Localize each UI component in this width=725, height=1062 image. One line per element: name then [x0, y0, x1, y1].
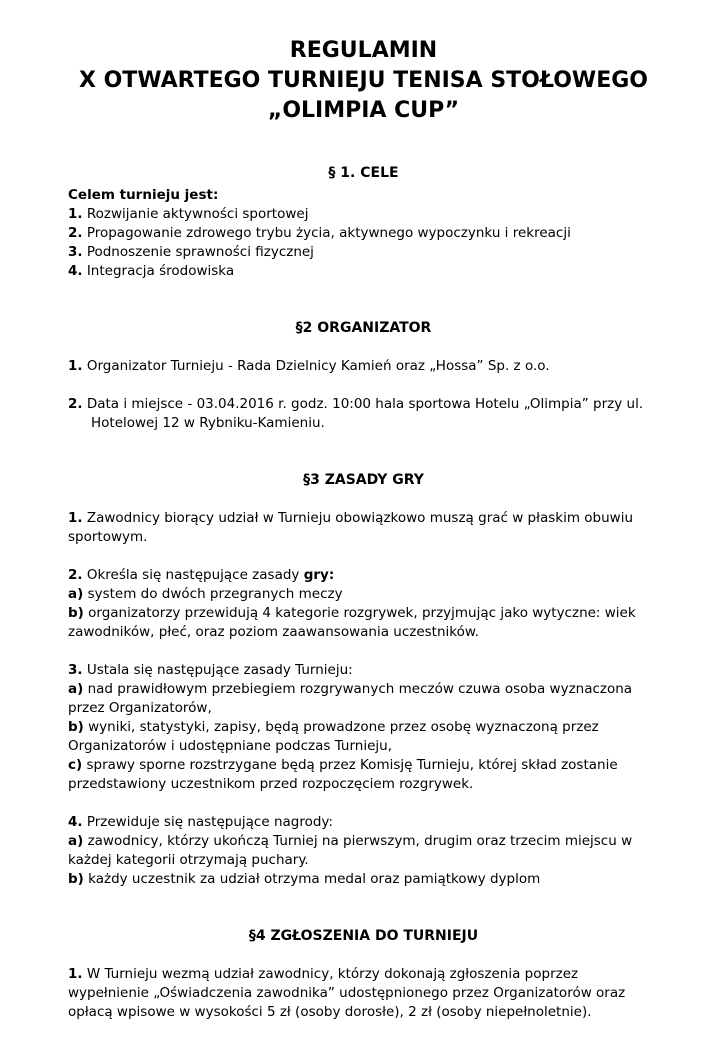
- text-run: wyniki, statystyki, zapisy, będą prowadzone przez osobę wyznaczoną przez Organizatorów i udostępniane podczas Turnieju,: [68, 719, 599, 754]
- paragraph: [68, 680, 659, 718]
- text-run-bold: 4.: [68, 263, 83, 279]
- text-run: nad prawidłowym przebiegiem rozgrywanych meczów czuwa osoba wyznaczona przez Organizatorów,: [68, 681, 633, 716]
- paragraph: [68, 243, 659, 262]
- text-run-bold: c): [68, 757, 83, 773]
- paragraph: [68, 965, 659, 1022]
- section-heading: § 1. CELE: [328, 165, 399, 181]
- text-run-bold: a): [68, 586, 84, 602]
- paragraph: [68, 224, 659, 243]
- text-run-bold: b): [68, 719, 84, 735]
- section-heading: §2 ORGANIZATOR: [295, 320, 432, 336]
- paragraph: [68, 395, 659, 433]
- title-line: „OLIMPIA CUP”: [267, 98, 460, 123]
- section-heading: §3 ZASADY GRY: [303, 472, 424, 488]
- text-run: system do dwóch przegranych meczy: [83, 586, 343, 602]
- paragraph: [68, 870, 659, 889]
- text-run: każdy uczestnik za udział otrzyma medal oraz pamiątkowy dyplom: [83, 871, 541, 887]
- text-run-bold: a): [68, 681, 84, 697]
- paragraph: [68, 756, 659, 794]
- text-run: Data i miejsce - 03.04.2016 r. godz. 10:00 hala sportowa Hotelu „Olimpia” przy ul. Hotelowej 12 w Rybniku-Kamieniu.: [82, 396, 644, 431]
- text-run: Określa się następujące zasady: [82, 567, 304, 583]
- text-run-bold: 1.: [68, 206, 83, 222]
- text-run: organizatorzy przewidują 4 kategorie rozgrywek, przyjmując jako wytyczne: wiek zawodników, płeć, oraz poziom zaawansowania uczestników.: [68, 605, 636, 640]
- section-heading: §4 ZGŁOSZENIA DO TURNIEJU: [248, 928, 479, 944]
- document-title: [68, 36, 659, 126]
- text-run: W Turnieju wezmą udział zawodnicy, którzy dokonają zgłoszenia poprzez wypełnienie „Oświadczenia zawodnika” udostępnionego przez Organizatorów oraz opłacą wpisowe w wysokości 5 zł (osoby dorosłe), 2 zł (osoby niepełnoletnie).: [68, 966, 626, 1020]
- paragraph: [68, 813, 659, 832]
- text-run-bold: a): [68, 833, 84, 849]
- paragraph: [68, 832, 659, 870]
- text-run-bold: 2.: [68, 225, 83, 241]
- text-run: Przewiduje się następujące nagrody:: [82, 814, 333, 830]
- paragraph: [68, 262, 659, 281]
- text-run: Rozwijanie aktywności sportowej: [82, 206, 309, 222]
- paragraph: [68, 186, 659, 205]
- text-run: Ustala się następujące zasady Turnieju:: [82, 662, 353, 678]
- paragraph: [68, 357, 659, 376]
- paragraph: [68, 566, 659, 585]
- paragraph: [68, 604, 659, 642]
- paragraph: [68, 718, 659, 756]
- text-run-bold: 4.: [68, 814, 83, 830]
- text-run-bold: b): [68, 871, 84, 887]
- text-run-bold: 3.: [68, 244, 83, 260]
- text-run: sprawy sporne rozstrzygane będą przez Komisję Turnieju, której skład zostanie przedstawiony uczestnikom przed rozpoczęciem rozgrywek.: [68, 757, 618, 792]
- text-run-bold: b): [68, 605, 84, 621]
- text-run: Integracja środowiska: [82, 263, 235, 279]
- text-run-bold: gry:: [303, 567, 335, 583]
- text-run-bold: 3.: [68, 662, 83, 678]
- text-run-bold: 1.: [68, 510, 83, 526]
- text-run: zawodnicy, którzy ukończą Turniej na pierwszym, drugim oraz trzecim miejscu w każdej kategorii otrzymają puchary.: [68, 833, 633, 868]
- paragraph: [68, 509, 659, 547]
- text-run: Organizator Turnieju - Rada Dzielnicy Kamień oraz „Hossa” Sp. z o.o.: [82, 358, 550, 374]
- text-run-bold: 1.: [68, 966, 83, 982]
- paragraph: [68, 585, 659, 604]
- document-sections: [68, 164, 659, 1022]
- text-run: Propagowanie zdrowego trybu życia, aktywnego wypoczynku i rekreacji: [82, 225, 571, 241]
- text-run-bold: 2.: [68, 567, 83, 583]
- text-run: Podnoszenie sprawności fizycznej: [82, 244, 314, 260]
- text-run-bold: 1.: [68, 358, 83, 374]
- title-line: REGULAMIN: [289, 38, 438, 63]
- text-run-bold: 2.: [68, 396, 83, 412]
- paragraph: [68, 205, 659, 224]
- paragraph: [68, 661, 659, 680]
- title-line: X OTWARTEGO TURNIEJU TENISA STOŁOWEGO: [78, 68, 648, 93]
- text-run-bold: Celem turnieju jest:: [68, 187, 219, 203]
- text-run: Zawodnicy biorący udział w Turnieju obowiązkowo muszą grać w płaskim obuwiu sportowym.: [68, 510, 634, 545]
